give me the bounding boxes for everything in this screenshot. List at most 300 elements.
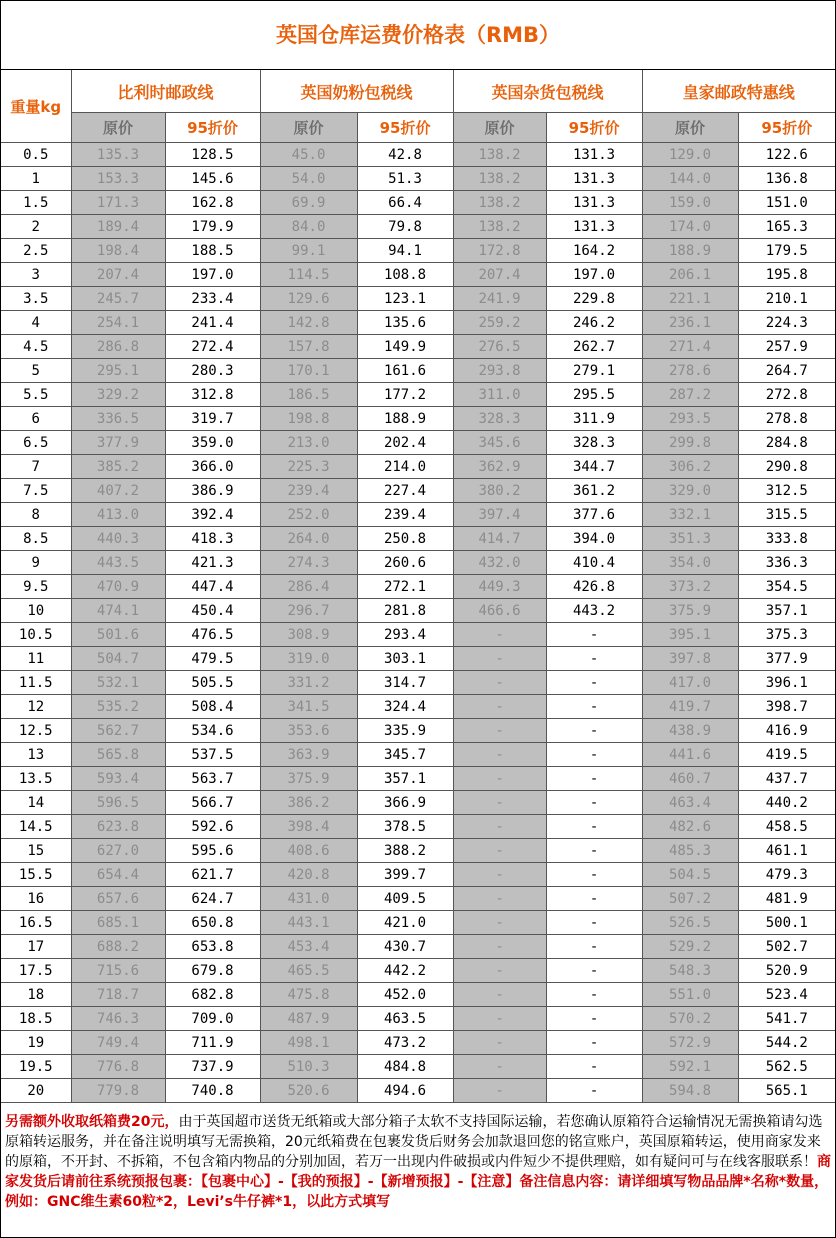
- table-row: [1, 503, 835, 527]
- weight-cell: 16: [1, 887, 71, 911]
- original-price-cell: 239.4: [260, 479, 357, 503]
- discount-price-cell: 136.8: [738, 167, 835, 191]
- discount-price-cell: 188.5: [165, 239, 260, 263]
- discount-price-cell: 165.3: [738, 215, 835, 239]
- weight-cell: 11: [1, 647, 71, 671]
- original-price-cell: 138.2: [453, 143, 546, 167]
- discount-price-cell: 421.3: [165, 551, 260, 575]
- discount-price-cell: 122.6: [738, 143, 835, 167]
- discount-price-cell: 461.1: [738, 839, 835, 863]
- original-price-cell: 449.3: [453, 575, 546, 599]
- discount-price-cell: 361.2: [546, 479, 642, 503]
- table-row: [1, 167, 835, 191]
- weight-cell: 20: [1, 1079, 71, 1103]
- weight-cell: 15: [1, 839, 71, 863]
- original-price-cell: 353.6: [260, 719, 357, 743]
- original-price-cell: 336.5: [71, 407, 165, 431]
- line-header-general-goods: 英国杂货包税线: [453, 70, 642, 113]
- original-price-cell: 482.6: [642, 815, 738, 839]
- original-price-cell: 408.6: [260, 839, 357, 863]
- original-price-cell: -: [453, 719, 546, 743]
- discount-price-cell: 679.8: [165, 959, 260, 983]
- original-price-cell: 319.0: [260, 647, 357, 671]
- original-price-cell: 535.2: [71, 695, 165, 719]
- discount-price-cell: -: [546, 863, 642, 887]
- discount-price-cell: 239.4: [357, 503, 453, 527]
- discount-price-cell: 250.8: [357, 527, 453, 551]
- table-row: [1, 311, 835, 335]
- discount-price-cell: 303.1: [357, 647, 453, 671]
- discount-price-cell: 737.9: [165, 1055, 260, 1079]
- original-price-cell: -: [453, 863, 546, 887]
- discount-price-cell: 131.3: [546, 167, 642, 191]
- original-price-cell: 485.3: [642, 839, 738, 863]
- discount-price-cell: 260.6: [357, 551, 453, 575]
- weight-cell: 8: [1, 503, 71, 527]
- table-row: [1, 431, 835, 455]
- discount-price-cell: 396.1: [738, 671, 835, 695]
- weight-cell: 5: [1, 359, 71, 383]
- discount-price-cell: 195.8: [738, 263, 835, 287]
- table-row: [1, 191, 835, 215]
- weight-cell: 5.5: [1, 383, 71, 407]
- original-price-header: 原价: [642, 113, 738, 143]
- discount-price-cell: 473.2: [357, 1031, 453, 1055]
- original-price-cell: 189.4: [71, 215, 165, 239]
- weight-cell: 6: [1, 407, 71, 431]
- original-price-cell: 129.6: [260, 287, 357, 311]
- original-price-cell: 375.9: [260, 767, 357, 791]
- original-price-cell: 397.8: [642, 647, 738, 671]
- discount-price-cell: 264.7: [738, 359, 835, 383]
- weight-cell: 14.5: [1, 815, 71, 839]
- discount-price-cell: 359.0: [165, 431, 260, 455]
- original-price-cell: 264.0: [260, 527, 357, 551]
- weight-cell: 2.5: [1, 239, 71, 263]
- original-price-cell: -: [453, 1079, 546, 1103]
- original-price-cell: 551.0: [642, 983, 738, 1007]
- original-price-cell: 685.1: [71, 911, 165, 935]
- discount-price-cell: 66.4: [357, 191, 453, 215]
- original-price-cell: 329.0: [642, 479, 738, 503]
- discount-price-cell: 179.5: [738, 239, 835, 263]
- line-header-milk-powder: 英国奶粉包税线: [260, 70, 453, 113]
- original-price-cell: 417.0: [642, 671, 738, 695]
- table-row: [1, 695, 835, 719]
- discount-price-cell: 562.5: [738, 1055, 835, 1079]
- original-price-cell: -: [453, 815, 546, 839]
- discount-price-cell: -: [546, 1079, 642, 1103]
- discount-price-cell: 197.0: [546, 263, 642, 287]
- original-price-cell: 460.7: [642, 767, 738, 791]
- weight-cell: 6.5: [1, 431, 71, 455]
- original-price-cell: 286.8: [71, 335, 165, 359]
- weight-cell: 11.5: [1, 671, 71, 695]
- original-price-cell: 138.2: [453, 191, 546, 215]
- discount-price-cell: 377.9: [738, 647, 835, 671]
- original-price-cell: 594.8: [642, 1079, 738, 1103]
- discount-price-cell: 312.5: [738, 479, 835, 503]
- discount-price-cell: 426.8: [546, 575, 642, 599]
- original-price-cell: 252.0: [260, 503, 357, 527]
- original-price-cell: 207.4: [71, 263, 165, 287]
- table-row: [1, 383, 835, 407]
- original-price-cell: 278.6: [642, 359, 738, 383]
- discount-price-cell: 450.4: [165, 599, 260, 623]
- weight-header: 重量kg: [1, 70, 71, 143]
- discount-price-header: 95折价: [357, 113, 453, 143]
- original-price-cell: 377.9: [71, 431, 165, 455]
- discount-price-cell: -: [546, 983, 642, 1007]
- original-price-cell: 69.9: [260, 191, 357, 215]
- original-price-cell: 171.3: [71, 191, 165, 215]
- original-price-cell: 54.0: [260, 167, 357, 191]
- weight-cell: 13: [1, 743, 71, 767]
- original-price-cell: 363.9: [260, 743, 357, 767]
- original-price-cell: 487.9: [260, 1007, 357, 1031]
- original-price-cell: 157.8: [260, 335, 357, 359]
- original-price-cell: 311.0: [453, 383, 546, 407]
- original-price-cell: 441.6: [642, 743, 738, 767]
- discount-price-cell: 128.5: [165, 143, 260, 167]
- original-price-cell: 172.8: [453, 239, 546, 263]
- discount-price-cell: -: [546, 695, 642, 719]
- discount-price-cell: 131.3: [546, 191, 642, 215]
- discount-price-cell: 537.5: [165, 743, 260, 767]
- discount-price-cell: 314.7: [357, 671, 453, 695]
- discount-price-header: 95折价: [738, 113, 835, 143]
- weight-cell: 10.5: [1, 623, 71, 647]
- discount-price-cell: 293.4: [357, 623, 453, 647]
- original-box-note: 由于英国超市送货无纸箱或大部分箱子太软不支持国际运输，若您确认原箱符合运输情况无需换箱请勾选原箱转运服务，并在备注说明填写无需换箱，20元纸箱费在包裹发货后财务会加款退回您的铭宣账户，英国原箱转运，使用商家发来的原箱，不开封、不拆箱，不包含箱内物品的分别加固，若万一出现内件破损或内件短少不提供理赔，如有疑问可与在线客服联系！: [5, 1114, 823, 1170]
- discount-price-cell: 419.5: [738, 743, 835, 767]
- discount-price-cell: 682.8: [165, 983, 260, 1007]
- discount-price-cell: 272.1: [357, 575, 453, 599]
- original-price-cell: 688.2: [71, 935, 165, 959]
- table-row: [1, 719, 835, 743]
- discount-price-cell: 135.6: [357, 311, 453, 335]
- discount-price-cell: 131.3: [546, 143, 642, 167]
- original-price-cell: 306.2: [642, 455, 738, 479]
- original-price-cell: 245.7: [71, 287, 165, 311]
- discount-price-cell: 508.4: [165, 695, 260, 719]
- notice-text: [5, 1112, 831, 1212]
- table-row: [1, 1007, 835, 1031]
- discount-price-cell: 279.1: [546, 359, 642, 383]
- original-price-cell: 198.8: [260, 407, 357, 431]
- original-price-cell: 593.4: [71, 767, 165, 791]
- original-price-cell: 328.3: [453, 407, 546, 431]
- discount-price-cell: 505.5: [165, 671, 260, 695]
- original-price-cell: 274.3: [260, 551, 357, 575]
- discount-price-cell: 319.7: [165, 407, 260, 431]
- original-price-cell: 259.2: [453, 311, 546, 335]
- discount-price-cell: 452.0: [357, 983, 453, 1007]
- weight-cell: 12.5: [1, 719, 71, 743]
- original-price-cell: 572.9: [642, 1031, 738, 1055]
- original-price-cell: 354.0: [642, 551, 738, 575]
- discount-price-cell: 42.8: [357, 143, 453, 167]
- discount-price-cell: 463.5: [357, 1007, 453, 1031]
- original-price-cell: -: [453, 1031, 546, 1055]
- discount-price-cell: 284.8: [738, 431, 835, 455]
- original-price-cell: 241.9: [453, 287, 546, 311]
- original-price-cell: -: [453, 671, 546, 695]
- original-price-cell: 329.2: [71, 383, 165, 407]
- original-price-cell: 397.4: [453, 503, 546, 527]
- price-type-header-row: [1, 113, 835, 143]
- original-price-cell: 395.1: [642, 623, 738, 647]
- original-price-cell: 114.5: [260, 263, 357, 287]
- original-price-cell: -: [453, 1055, 546, 1079]
- original-price-cell: 596.5: [71, 791, 165, 815]
- original-price-cell: 443.1: [260, 911, 357, 935]
- discount-price-cell: 378.5: [357, 815, 453, 839]
- discount-price-cell: 565.1: [738, 1079, 835, 1103]
- discount-price-cell: -: [546, 719, 642, 743]
- discount-price-cell: -: [546, 767, 642, 791]
- original-price-cell: 144.0: [642, 167, 738, 191]
- original-price-cell: 565.8: [71, 743, 165, 767]
- discount-price-cell: 246.2: [546, 311, 642, 335]
- original-price-cell: 142.8: [260, 311, 357, 335]
- discount-price-cell: 624.7: [165, 887, 260, 911]
- discount-price-cell: 164.2: [546, 239, 642, 263]
- discount-price-cell: 595.6: [165, 839, 260, 863]
- table-row: [1, 623, 835, 647]
- original-price-cell: 657.6: [71, 887, 165, 911]
- table-row: [1, 599, 835, 623]
- table-row: [1, 1079, 835, 1103]
- discount-price-cell: 563.7: [165, 767, 260, 791]
- table-row: [1, 743, 835, 767]
- weight-cell: 1: [1, 167, 71, 191]
- weight-cell: 2: [1, 215, 71, 239]
- original-price-cell: 206.1: [642, 263, 738, 287]
- original-price-cell: -: [453, 983, 546, 1007]
- original-price-cell: 715.6: [71, 959, 165, 983]
- original-price-cell: 431.0: [260, 887, 357, 911]
- discount-price-cell: -: [546, 1055, 642, 1079]
- discount-price-cell: 440.2: [738, 791, 835, 815]
- discount-price-cell: 241.4: [165, 311, 260, 335]
- original-price-cell: 296.7: [260, 599, 357, 623]
- original-price-cell: 362.9: [453, 455, 546, 479]
- original-price-cell: 254.1: [71, 311, 165, 335]
- discount-price-cell: 430.7: [357, 935, 453, 959]
- discount-price-cell: -: [546, 1031, 642, 1055]
- original-price-cell: 380.2: [453, 479, 546, 503]
- original-price-cell: -: [453, 1007, 546, 1031]
- line-header-belgium-post: 比利时邮政线: [71, 70, 260, 113]
- discount-price-cell: 386.9: [165, 479, 260, 503]
- weight-cell: 4.5: [1, 335, 71, 359]
- original-price-cell: 375.9: [642, 599, 738, 623]
- original-price-cell: 562.7: [71, 719, 165, 743]
- original-price-cell: 236.1: [642, 311, 738, 335]
- discount-price-cell: 357.1: [357, 767, 453, 791]
- discount-price-cell: 592.6: [165, 815, 260, 839]
- original-price-cell: 419.7: [642, 695, 738, 719]
- discount-price-cell: 392.4: [165, 503, 260, 527]
- original-price-cell: 627.0: [71, 839, 165, 863]
- discount-price-cell: 345.7: [357, 743, 453, 767]
- discount-price-cell: 290.8: [738, 455, 835, 479]
- weight-cell: 9: [1, 551, 71, 575]
- table-row: [1, 479, 835, 503]
- original-price-cell: 99.1: [260, 239, 357, 263]
- original-price-cell: -: [453, 791, 546, 815]
- discount-price-cell: 523.4: [738, 983, 835, 1007]
- original-price-cell: 504.7: [71, 647, 165, 671]
- discount-price-cell: 421.0: [357, 911, 453, 935]
- discount-price-cell: 123.1: [357, 287, 453, 311]
- discount-price-cell: 177.2: [357, 383, 453, 407]
- original-price-cell: 213.0: [260, 431, 357, 455]
- discount-price-header: 95折价: [165, 113, 260, 143]
- weight-cell: 8.5: [1, 527, 71, 551]
- discount-price-cell: 418.3: [165, 527, 260, 551]
- original-price-cell: 570.2: [642, 1007, 738, 1031]
- table-row: [1, 215, 835, 239]
- discount-price-cell: 145.6: [165, 167, 260, 191]
- original-price-cell: 207.4: [453, 263, 546, 287]
- discount-price-cell: -: [546, 671, 642, 695]
- discount-price-cell: 233.4: [165, 287, 260, 311]
- discount-price-cell: 94.1: [357, 239, 453, 263]
- original-price-cell: -: [453, 743, 546, 767]
- weight-cell: 15.5: [1, 863, 71, 887]
- table-row: [1, 815, 835, 839]
- discount-price-cell: 51.3: [357, 167, 453, 191]
- weight-cell: 17: [1, 935, 71, 959]
- original-price-cell: 440.3: [71, 527, 165, 551]
- weight-cell: 18.5: [1, 1007, 71, 1031]
- table-row: [1, 263, 835, 287]
- original-price-cell: 776.8: [71, 1055, 165, 1079]
- original-price-cell: 501.6: [71, 623, 165, 647]
- discount-price-cell: 210.1: [738, 287, 835, 311]
- original-price-cell: 225.3: [260, 455, 357, 479]
- discount-price-cell: 447.4: [165, 575, 260, 599]
- original-price-cell: 138.2: [453, 215, 546, 239]
- original-price-cell: 138.2: [453, 167, 546, 191]
- weight-cell: 3.5: [1, 287, 71, 311]
- discount-price-header: 95折价: [546, 113, 642, 143]
- original-price-cell: -: [453, 767, 546, 791]
- discount-price-cell: 398.7: [738, 695, 835, 719]
- discount-price-cell: 479.3: [738, 863, 835, 887]
- discount-price-cell: 366.9: [357, 791, 453, 815]
- line-header-royal-mail: 皇家邮政特惠线: [642, 70, 835, 113]
- original-price-cell: -: [453, 935, 546, 959]
- table-row: [1, 335, 835, 359]
- discount-price-cell: 108.8: [357, 263, 453, 287]
- original-price-cell: 198.4: [71, 239, 165, 263]
- original-price-cell: 466.6: [453, 599, 546, 623]
- original-price-cell: 221.1: [642, 287, 738, 311]
- original-price-cell: 654.4: [71, 863, 165, 887]
- weight-cell: 19.5: [1, 1055, 71, 1079]
- discount-price-cell: 410.4: [546, 551, 642, 575]
- original-price-cell: 373.2: [642, 575, 738, 599]
- page-title: 英国仓库运费价格表（RMB）: [1, 1, 835, 70]
- original-price-cell: 398.4: [260, 815, 357, 839]
- original-price-cell: 170.1: [260, 359, 357, 383]
- original-price-cell: 276.5: [453, 335, 546, 359]
- table-row: [1, 767, 835, 791]
- original-price-cell: 153.3: [71, 167, 165, 191]
- discount-price-cell: 377.6: [546, 503, 642, 527]
- discount-price-cell: 179.9: [165, 215, 260, 239]
- table-row: [1, 143, 835, 167]
- original-price-cell: 532.1: [71, 671, 165, 695]
- original-price-cell: 475.8: [260, 983, 357, 1007]
- discount-price-cell: 541.7: [738, 1007, 835, 1031]
- original-price-header: 原价: [453, 113, 546, 143]
- original-price-cell: 498.1: [260, 1031, 357, 1055]
- discount-price-cell: -: [546, 1007, 642, 1031]
- discount-price-cell: 354.5: [738, 575, 835, 599]
- discount-price-cell: 295.5: [546, 383, 642, 407]
- original-price-cell: 188.9: [642, 239, 738, 263]
- discount-price-cell: 188.9: [357, 407, 453, 431]
- discount-price-cell: 257.9: [738, 335, 835, 359]
- table-row: [1, 791, 835, 815]
- discount-price-cell: -: [546, 935, 642, 959]
- discount-price-cell: 262.7: [546, 335, 642, 359]
- discount-price-cell: 394.0: [546, 527, 642, 551]
- discount-price-cell: -: [546, 959, 642, 983]
- line-header-row: [1, 70, 835, 113]
- original-price-cell: 526.5: [642, 911, 738, 935]
- original-price-cell: 529.2: [642, 935, 738, 959]
- original-price-cell: -: [453, 887, 546, 911]
- original-price-header: 原价: [71, 113, 165, 143]
- discount-price-cell: 333.8: [738, 527, 835, 551]
- discount-price-cell: 315.5: [738, 503, 835, 527]
- discount-price-cell: -: [546, 911, 642, 935]
- weight-cell: 3: [1, 263, 71, 287]
- weight-cell: 12: [1, 695, 71, 719]
- original-price-cell: 299.8: [642, 431, 738, 455]
- discount-price-cell: 399.7: [357, 863, 453, 887]
- original-price-cell: 293.8: [453, 359, 546, 383]
- original-price-cell: 779.8: [71, 1079, 165, 1103]
- original-price-cell: 84.0: [260, 215, 357, 239]
- discount-price-cell: 278.8: [738, 407, 835, 431]
- discount-price-cell: -: [546, 647, 642, 671]
- discount-price-cell: 544.2: [738, 1031, 835, 1055]
- discount-price-cell: 711.9: [165, 1031, 260, 1055]
- original-price-cell: 129.0: [642, 143, 738, 167]
- original-price-cell: 507.2: [642, 887, 738, 911]
- table-row: [1, 527, 835, 551]
- original-price-cell: 470.9: [71, 575, 165, 599]
- original-price-cell: 749.4: [71, 1031, 165, 1055]
- table-row: [1, 887, 835, 911]
- discount-price-cell: 534.6: [165, 719, 260, 743]
- discount-price-cell: 653.8: [165, 935, 260, 959]
- original-price-cell: 308.9: [260, 623, 357, 647]
- original-price-cell: 345.6: [453, 431, 546, 455]
- original-price-cell: 592.1: [642, 1055, 738, 1079]
- table-row: [1, 551, 835, 575]
- discount-price-cell: 344.7: [546, 455, 642, 479]
- discount-price-cell: 272.4: [165, 335, 260, 359]
- discount-price-cell: 409.5: [357, 887, 453, 911]
- table-row: [1, 575, 835, 599]
